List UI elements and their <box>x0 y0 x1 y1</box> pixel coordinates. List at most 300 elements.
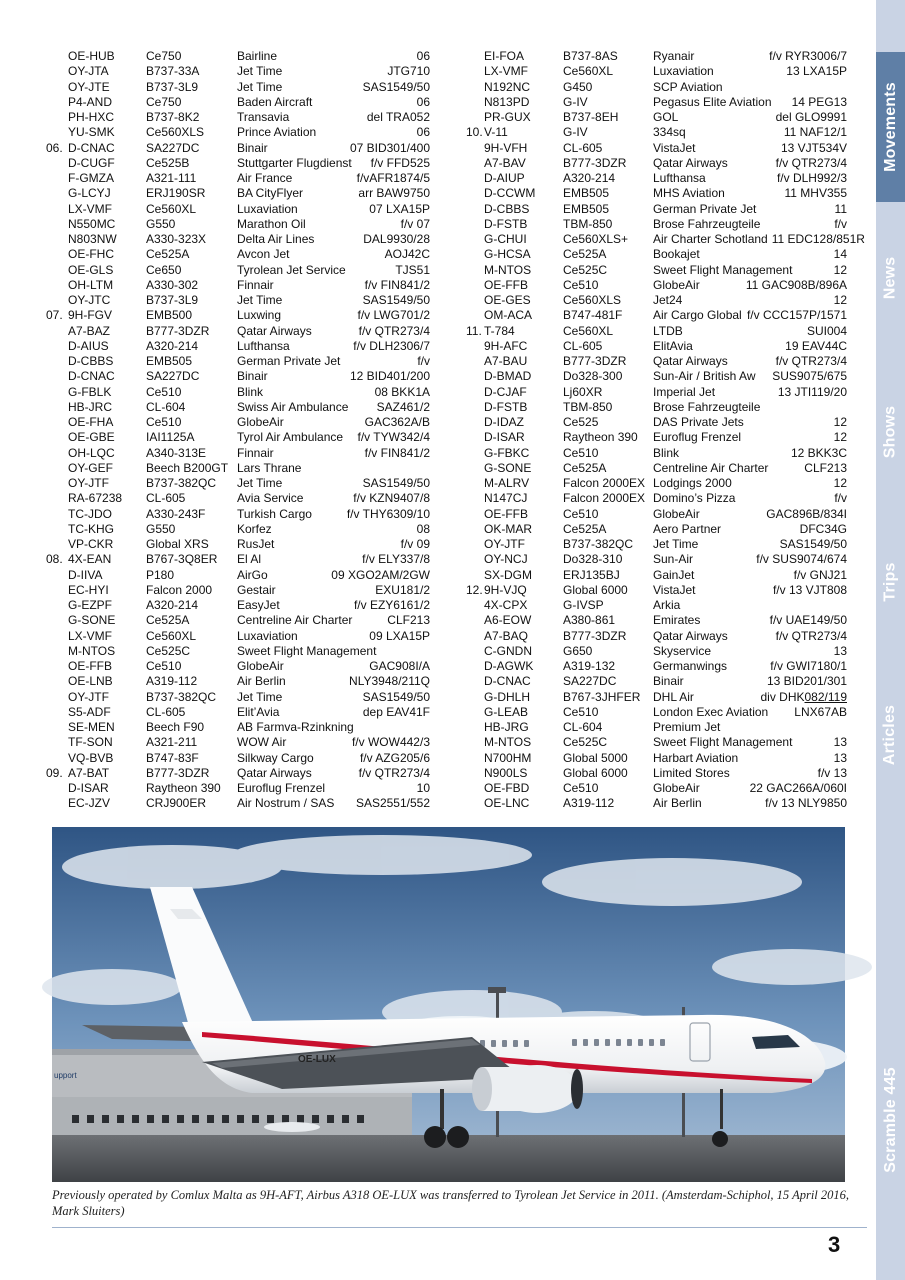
movement-operator: SCP Aviation <box>653 79 723 94</box>
movement-row <box>466 308 847 323</box>
movement-date <box>466 171 484 186</box>
movement-callsign: f/v 13 NLY9850 <box>765 796 847 811</box>
movement-aircraft-type: Beech F90 <box>146 720 205 734</box>
movement-callsign: 12 <box>833 476 847 490</box>
movement-aircraft-type: Ce560XLS+ <box>563 232 629 246</box>
movement-row <box>46 324 430 339</box>
movement-callsign: div DHK082/119 <box>760 689 847 704</box>
movement-registration: LX-VMF <box>68 201 113 216</box>
movement-row <box>466 598 847 613</box>
movement-operator: Avia Service <box>237 491 304 506</box>
movement-registration: D-CCWM <box>484 186 536 201</box>
movement-registration: YU-SMK <box>68 125 115 140</box>
movement-operator: Premium Jet <box>653 720 721 734</box>
movement-callsign: 09 LXA15P <box>369 628 430 643</box>
movement-operator: Avcon Jet <box>237 247 290 262</box>
movement-row <box>466 720 847 735</box>
movement-callsign: 08 <box>416 521 430 536</box>
movement-callsign: 13 <box>833 750 847 765</box>
movement-aircraft-type: Do328-310 <box>563 552 623 567</box>
movement-aircraft-type: EMB500 <box>146 308 193 323</box>
movement-date <box>46 202 68 217</box>
movement-aircraft-type: B767-3Q8ER <box>146 552 218 567</box>
movement-row <box>46 613 430 628</box>
movement-registration: D-ISAR <box>484 430 525 445</box>
movement-registration: OH-LQC <box>68 445 115 460</box>
movements-column-right <box>466 49 865 812</box>
movement-operator: WOW Air <box>237 735 287 750</box>
movement-aircraft-type: B777-3DZR <box>563 155 627 170</box>
movement-registration: OE-GBE <box>68 430 115 445</box>
movement-operator: El Al <box>237 552 262 567</box>
movement-aircraft-type: B777-3DZR <box>146 765 210 780</box>
movement-row <box>466 354 847 369</box>
movement-aircraft-type: Falcon 2000 <box>146 582 213 597</box>
movement-row <box>466 629 847 644</box>
movement-registration: TF-SON <box>68 735 113 750</box>
movement-aircraft-type: TBM-850 <box>563 399 613 414</box>
movement-date <box>46 583 68 598</box>
movement-aircraft-type: Ce525A <box>146 247 190 262</box>
movement-row <box>46 400 430 415</box>
movement-aircraft-type: G-IVSP <box>563 598 604 612</box>
tab-news[interactable] <box>876 248 905 308</box>
movement-date <box>466 735 484 750</box>
movement-aircraft-type: Ce750 <box>146 49 182 63</box>
movement-registration: P4-AND <box>68 94 113 109</box>
movement-registration: D-FSTB <box>484 216 528 231</box>
movement-aircraft-type: A340-313E <box>146 445 207 460</box>
movement-date <box>466 720 484 735</box>
movement-aircraft-type: Global 5000 <box>563 750 628 765</box>
movement-aircraft-type: Ce510 <box>146 384 182 399</box>
movement-date <box>46 781 68 796</box>
movement-operator: Luxaviation <box>237 628 298 643</box>
movement-date <box>466 263 484 278</box>
movement-date <box>466 400 484 415</box>
movement-operator: Aero Partner <box>653 521 722 536</box>
movement-callsign: 08 BKK1A <box>374 384 430 399</box>
movement-registration: A7-BAV <box>484 155 526 170</box>
movement-aircraft-type: B737-382QC <box>563 537 634 551</box>
movement-row <box>46 110 430 125</box>
movement-registration: TC-JDO <box>68 506 112 521</box>
movement-row <box>466 735 847 750</box>
movement-date <box>46 522 68 537</box>
movement-operator: Bairline <box>237 49 278 63</box>
movement-registration: OY-GEF <box>68 460 113 475</box>
movement-callsign: 12 BKK3C <box>790 445 847 460</box>
movement-operator: Skyservice <box>653 643 712 658</box>
movement-aircraft-type: G450 <box>563 79 593 94</box>
movement-operator: Lodgings 2000 <box>653 476 732 490</box>
movement-callsign: f/v QTR273/4 <box>358 323 430 338</box>
movement-aircraft-type: Global 6000 <box>563 582 628 597</box>
movement-date <box>466 110 484 125</box>
movement-date <box>466 476 484 491</box>
movement-row <box>466 263 847 278</box>
movement-callsign: SAS1549/50 <box>362 476 430 490</box>
movement-date <box>466 781 484 796</box>
movement-aircraft-type: G550 <box>146 216 176 231</box>
movement-registration: V-11 <box>484 125 508 140</box>
movement-date <box>466 339 484 354</box>
movement-registration: N550MC <box>68 216 116 231</box>
movement-date <box>46 49 68 64</box>
movement-date <box>46 263 68 278</box>
movement-callsign: 14 <box>833 247 847 262</box>
movement-operator: GlobeAir <box>653 506 700 521</box>
tab-articles[interactable] <box>876 695 905 775</box>
movement-registration: OM-ACA <box>484 308 532 323</box>
movement-operator: Delta Air Lines <box>237 232 315 246</box>
movement-aircraft-type: ERJ190SR <box>146 186 206 201</box>
movement-callsign: f/v EZY6161/2 <box>353 598 430 612</box>
movement-registration: D-CJAF <box>484 384 527 399</box>
movement-operator: Qatar Airways <box>653 354 728 368</box>
movement-callsign: f/v <box>417 354 430 368</box>
movement-row <box>46 308 430 323</box>
movement-callsign: AOJ42C <box>384 247 430 262</box>
movement-aircraft-type: A321-111 <box>146 171 197 185</box>
movement-operator: AirGo <box>237 567 268 582</box>
movement-row <box>46 507 430 522</box>
movement-operator: Lars Thrane <box>237 460 302 475</box>
movement-row <box>466 446 847 461</box>
movement-registration: OE-HUB <box>68 49 115 63</box>
movement-callsign: 07 BID301/400 <box>349 140 430 155</box>
movement-operator: DHL Air <box>653 689 694 704</box>
movement-registration: N700HM <box>484 750 532 765</box>
movement-callsign: f/v RYR3006/7 <box>769 49 847 63</box>
movement-aircraft-type: Ce510 <box>563 445 599 460</box>
movement-date <box>466 385 484 400</box>
movement-callsign: 22 GAC266A/060I <box>749 781 847 795</box>
movement-operator: GainJet <box>653 567 695 582</box>
movement-registration: D-CNAC <box>484 674 531 689</box>
movement-callsign: f/v GWI7180/1 <box>770 659 847 673</box>
movement-operator: Swiss Air Ambulance <box>237 399 349 414</box>
movement-registration: SX-DGM <box>484 567 532 582</box>
movement-operator: Jet Time <box>237 476 283 490</box>
movement-row <box>46 659 430 674</box>
movement-row <box>46 629 430 644</box>
movement-aircraft-type: Ce750 <box>146 94 182 109</box>
movement-registration: G-DHLH <box>484 689 531 704</box>
movement-aircraft-type: Ce525B <box>146 155 190 170</box>
movement-aircraft-type: Beech B200GT <box>146 460 229 475</box>
movement-aircraft-type: EMB505 <box>563 186 610 201</box>
movement-aircraft-type: A319-112 <box>146 674 198 689</box>
movement-date: 08. <box>46 552 63 567</box>
movement-aircraft-type: SA227DC <box>146 369 200 384</box>
movement-aircraft-type: G-IV <box>563 94 588 109</box>
movement-row <box>46 537 430 552</box>
movement-operator: Domino’s Pizza <box>653 491 736 506</box>
movement-operator: VistaJet <box>653 140 696 155</box>
movement-registration: A7-BAU <box>484 354 528 368</box>
movement-registration: VQ-BVB <box>68 750 114 765</box>
movement-registration: EC-HYI <box>68 582 109 597</box>
movement-operator: VistaJet <box>653 582 696 597</box>
movement-operator: Imperial Jet <box>653 384 716 399</box>
movement-date <box>466 568 484 583</box>
movement-aircraft-type: Ce560XL <box>563 323 614 338</box>
movement-row <box>466 324 847 339</box>
movement-registration: M-ALRV <box>484 476 530 490</box>
movement-aircraft-type: B737-3L9 <box>146 293 199 307</box>
movement-registration: OE-LNB <box>68 674 113 689</box>
movement-row <box>466 568 847 583</box>
movement-date <box>466 644 484 659</box>
movement-aircraft-type: Raytheon 390 <box>146 781 221 795</box>
movement-operator: ElitAvia <box>653 338 693 353</box>
movement-callsign: 11 NAF12/1 <box>783 125 847 140</box>
movement-date <box>466 415 484 430</box>
movement-callsign: f/v 13 VJT808 <box>772 582 847 597</box>
movement-operator: Air Charter Schotland <box>653 232 768 246</box>
movement-registration: G-LEAB <box>484 704 529 719</box>
movement-date <box>46 217 68 232</box>
movement-date <box>466 354 484 369</box>
movement-registration: G-LCYJ <box>68 186 111 201</box>
movement-registration: OE-FHC <box>68 247 114 262</box>
movement-aircraft-type: Ce525 <box>563 415 599 429</box>
movement-date <box>466 217 484 232</box>
movement-row <box>466 796 847 811</box>
movement-row <box>46 522 430 537</box>
movement-row <box>466 278 847 293</box>
movement-aircraft-type: B737-382QC <box>146 689 217 704</box>
movement-callsign: 06 <box>416 125 430 140</box>
movement-row <box>46 125 430 140</box>
movement-aircraft-type: Ce510 <box>563 277 599 292</box>
movement-operator: Turkish Cargo <box>237 506 312 521</box>
movement-date <box>46 278 68 293</box>
tab-issue-number <box>876 1050 905 1190</box>
movement-aircraft-type: CL-605 <box>146 704 186 719</box>
movement-aircraft-type: G650 <box>563 643 593 658</box>
movement-date <box>46 354 68 369</box>
movement-date <box>466 598 484 613</box>
movement-row <box>46 263 430 278</box>
movement-row <box>466 217 847 232</box>
movement-row <box>466 552 847 567</box>
movement-operator: Binair <box>653 674 684 689</box>
movement-callsign: f/v 07 <box>400 216 430 231</box>
movement-row <box>466 95 847 110</box>
movement-callsign: dep EAV41F <box>362 704 430 719</box>
movement-registration: 9H-FGV <box>68 308 113 323</box>
movement-row <box>46 80 430 95</box>
movement-date <box>46 293 68 308</box>
bottom-divider <box>52 1227 867 1228</box>
movement-row <box>46 796 430 811</box>
movement-operator: Luxwing <box>237 308 282 323</box>
movement-aircraft-type: IAI1125A <box>146 430 195 445</box>
movement-registration: OE-FFB <box>68 659 112 673</box>
movement-callsign: f/v 13 <box>817 765 847 780</box>
movement-row <box>466 400 847 415</box>
movement-date <box>466 613 484 628</box>
movement-row <box>46 598 430 613</box>
movement-registration: EC-JZV <box>68 796 110 811</box>
movement-aircraft-type: B737-382QC <box>146 476 217 490</box>
movement-callsign <box>843 400 847 415</box>
movement-aircraft-type: B737-8AS <box>563 49 618 63</box>
movement-date <box>46 400 68 415</box>
movement-callsign: 13 BID201/301 <box>766 674 847 689</box>
movement-date <box>46 735 68 750</box>
movement-aircraft-type: B747-83F <box>146 750 199 765</box>
movement-callsign: NLY3948/211Q <box>349 674 430 689</box>
movement-registration: 9H-AFC <box>484 338 528 353</box>
movement-aircraft-type: Ce510 <box>563 506 599 521</box>
movement-row <box>466 674 847 689</box>
movement-callsign: 11 MHV355 <box>784 186 847 201</box>
movement-operator: Euroflug Frenzel <box>237 781 326 795</box>
movement-aircraft-type: A330-243F <box>146 506 206 521</box>
movement-registration: G-EZPF <box>68 598 112 612</box>
movement-row <box>46 171 430 186</box>
movement-registration: OE-GES <box>484 293 531 307</box>
movement-aircraft-type: A330-323X <box>146 232 207 246</box>
movement-registration: D-IIVA <box>68 567 103 582</box>
movement-operator: Finnair <box>237 277 274 292</box>
movement-date <box>46 598 68 613</box>
movement-callsign: 19 EAV44C <box>785 338 847 353</box>
tab-movements[interactable] <box>876 52 905 202</box>
movement-registration: C-GNDN <box>484 643 532 658</box>
movement-date <box>466 690 484 705</box>
movement-operator: Transavia <box>237 110 290 124</box>
photo-caption: Previously operated by Comlux Malta as 9H-AFT, Airbus A318 OE-LUX was transferred to Tyrolean Jet Service in 2011. (Amsterdam-Schiphol, 15 April 2016, Mark Sluiters) <box>52 1188 850 1218</box>
movement-registration: OE-LNC <box>484 796 530 811</box>
movement-operator: Luxaviation <box>237 201 298 216</box>
movement-aircraft-type: A330-302 <box>146 277 199 292</box>
movement-callsign: f/v WOW442/3 <box>351 735 430 750</box>
movement-aircraft-type: Global 6000 <box>563 765 628 780</box>
movement-aircraft-type: G550 <box>146 521 176 536</box>
movement-callsign: 11 EDC128/851R <box>771 232 865 246</box>
movement-operator: Ryanair <box>653 49 695 63</box>
movement-registration: A7-BAZ <box>68 323 111 338</box>
movement-registration: D-AGWK <box>484 659 534 673</box>
movement-callsign: f/v QTR273/4 <box>775 155 847 170</box>
movement-aircraft-type: Ce510 <box>146 659 182 673</box>
movement-registration: 4X-CPX <box>484 598 528 612</box>
movement-aircraft-type: CL-605 <box>563 140 603 155</box>
movement-aircraft-type: CL-604 <box>146 399 186 414</box>
movement-registration: G-HCSA <box>484 247 531 262</box>
movement-date <box>46 613 68 628</box>
tab-trips[interactable] <box>876 552 905 612</box>
movement-row <box>46 644 430 659</box>
movement-aircraft-type: B767-3JHFER <box>563 689 641 704</box>
tab-news-label: News <box>881 256 899 300</box>
movement-date <box>466 552 484 567</box>
movement-callsign: 06 <box>416 94 430 109</box>
movement-date <box>46 446 68 461</box>
movement-callsign: f/v AZG205/6 <box>359 750 430 765</box>
movement-date <box>466 156 484 171</box>
movement-operator: Brose Fahrzeugteile <box>653 216 761 231</box>
movement-operator: Sweet Flight Management <box>653 262 793 277</box>
movement-operator: AB Farmva-Rzinkning <box>237 720 354 734</box>
movement-callsign: CLF213 <box>804 460 847 475</box>
movement-operator: Air France <box>237 171 293 185</box>
movement-row <box>46 446 430 461</box>
movement-callsign: 12 <box>833 293 847 307</box>
movement-date <box>466 186 484 201</box>
movement-callsign: 13 LXA15P <box>786 64 847 79</box>
movement-callsign: arr BAW9750 <box>358 186 430 201</box>
movement-registration: D-CUGF <box>68 155 115 170</box>
movement-callsign: f/v QTR273/4 <box>358 765 430 780</box>
movement-date <box>466 751 484 766</box>
movement-operator: Jet Time <box>237 64 283 79</box>
movement-registration: S5-ADF <box>68 704 111 719</box>
movement-callsign: 10 <box>416 781 430 795</box>
movement-registration: A7-BAT <box>68 765 110 780</box>
movement-registration: LX-VMF <box>484 64 529 79</box>
movement-row <box>46 552 430 567</box>
movement-registration: D-CNAC <box>68 140 115 155</box>
movement-date <box>46 461 68 476</box>
movement-date <box>46 156 68 171</box>
movement-registration: D-IDAZ <box>484 415 524 429</box>
movement-aircraft-type: Ce525A <box>563 247 607 262</box>
movement-row <box>46 430 430 445</box>
movement-row <box>466 80 847 95</box>
movement-registration: OH-LTM <box>68 277 114 292</box>
movement-callsign: SAS1549/50 <box>362 293 430 307</box>
movement-row <box>466 110 847 125</box>
movement-registration: HB-JRG <box>484 720 529 734</box>
movement-aircraft-type: B737-8K2 <box>146 110 200 124</box>
movement-callsign: GAC908I/A <box>369 659 430 673</box>
movement-operator: Sweet Flight Management <box>653 735 793 750</box>
movement-date: 09. <box>46 765 63 780</box>
movement-registration: HB-JRC <box>68 399 112 414</box>
movement-date <box>46 385 68 400</box>
movement-date <box>466 629 484 644</box>
movement-operator: Qatar Airways <box>653 155 728 170</box>
movement-registration: RA-67238 <box>68 491 123 506</box>
movement-registration: OK-MAR <box>484 521 532 536</box>
movement-date <box>466 766 484 781</box>
movement-date <box>46 171 68 186</box>
tab-shows[interactable] <box>876 400 905 464</box>
movement-aircraft-type: Ce525C <box>563 735 608 750</box>
movement-registration: N192NC <box>484 79 531 94</box>
movement-date <box>466 705 484 720</box>
movement-date <box>466 278 484 293</box>
movement-aircraft-type: Ce560XL <box>146 201 197 216</box>
movement-row <box>466 476 847 491</box>
movement-row <box>466 537 847 552</box>
movement-aircraft-type: A319-132 <box>563 659 616 673</box>
movement-registration: 9H-VFH <box>484 140 528 155</box>
movement-operator: Jet Time <box>237 293 283 307</box>
movement-aircraft-type: Ce525C <box>146 643 191 658</box>
movement-aircraft-type: A320-214 <box>146 598 199 612</box>
tab-shows-label: Shows <box>881 405 899 459</box>
movement-callsign: DFC34G <box>799 521 847 536</box>
movement-row <box>466 507 847 522</box>
movement-date: 10. <box>466 125 483 140</box>
movement-operator: GlobeAir <box>653 781 700 795</box>
